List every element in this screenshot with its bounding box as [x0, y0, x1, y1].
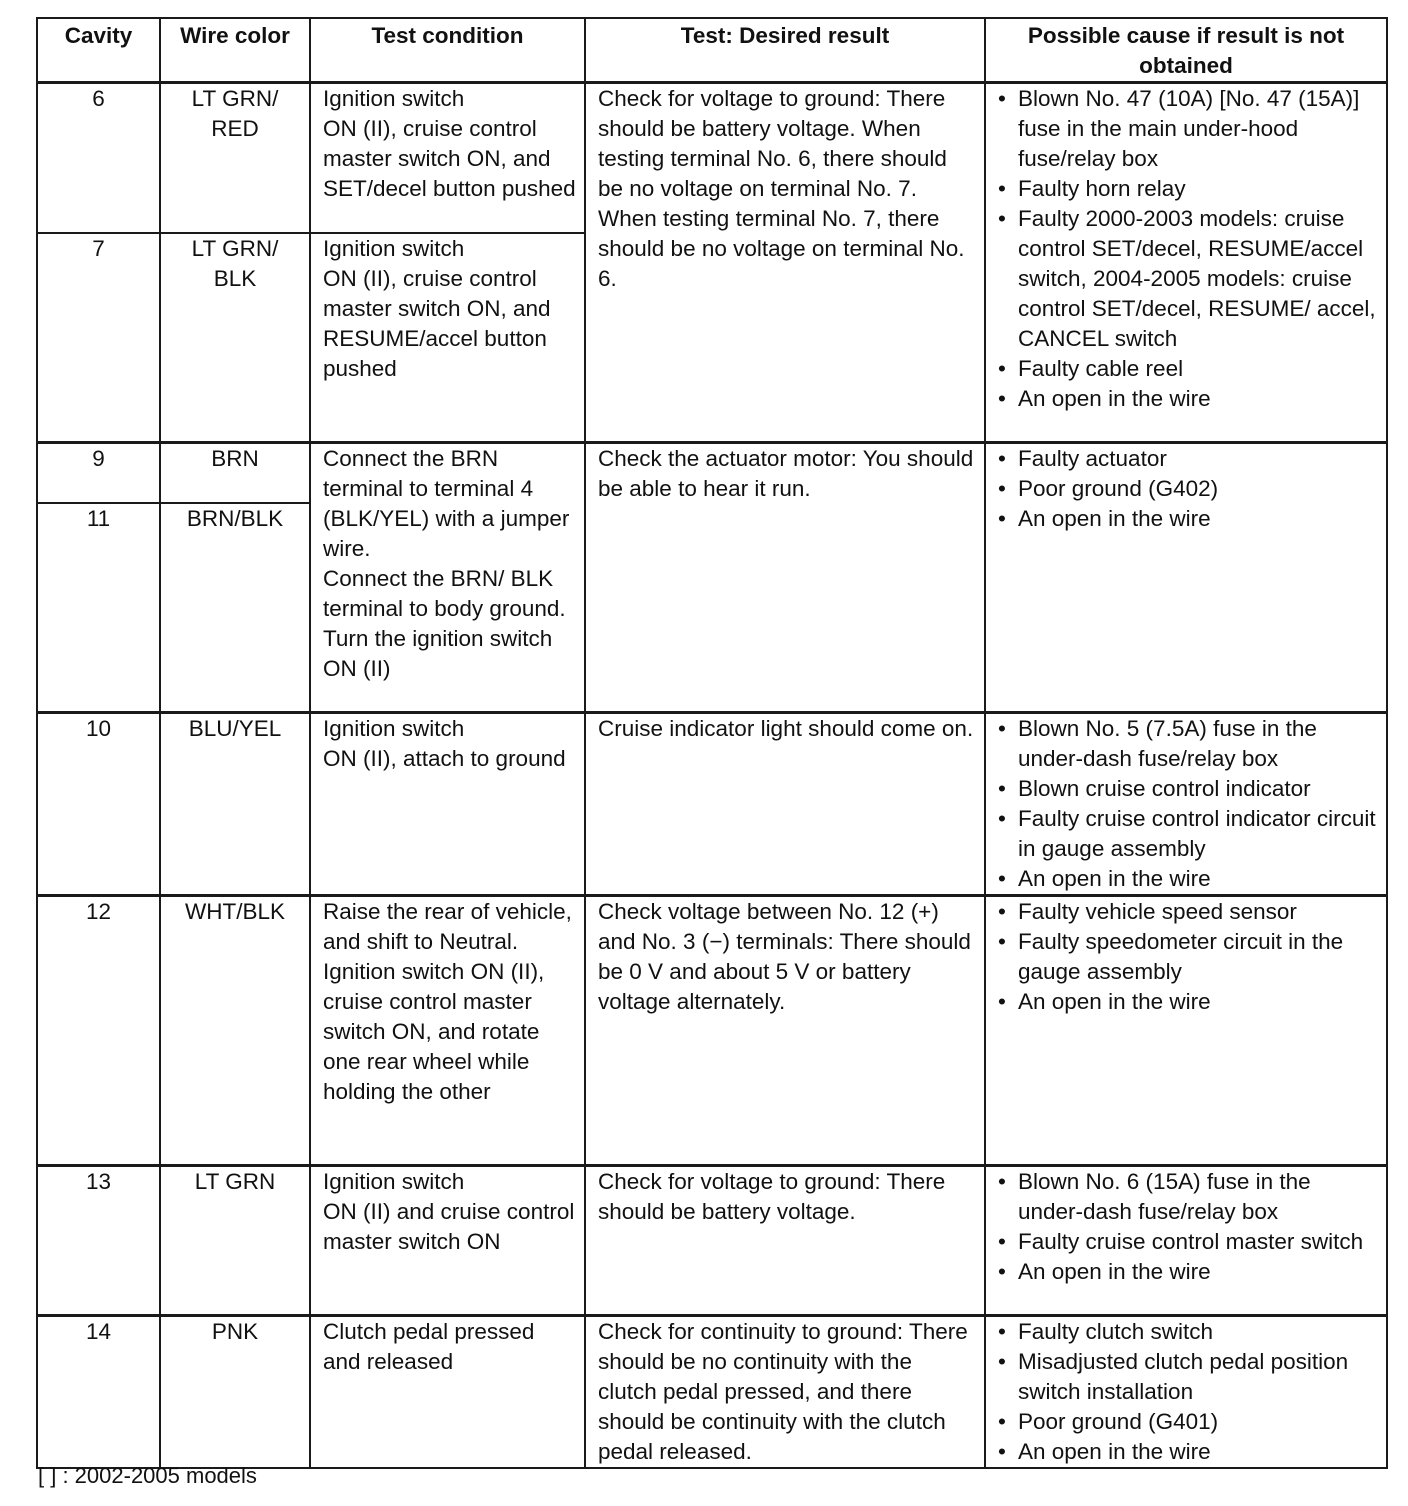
list-item: • An open in the wire — [994, 384, 1378, 414]
list-item: • An open in the wire — [994, 1257, 1378, 1287]
cell-possible-cause — [985, 713, 1387, 896]
table-row-cavity-6 — [37, 83, 1387, 233]
cause-list — [994, 1317, 1378, 1467]
cell-test-condition: Connect the BRN terminal to terminal 4 (BLK/YEL) with a jumper wire. Connect the BRN/ BLK terminal to body ground. Turn the ignition switch ON (II) — [310, 443, 585, 713]
cell-test-condition: Ignition switch ON (II), cruise control master switch ON, and SET/decel button pushed — [310, 83, 585, 233]
cell-wire-color: BRN/BLK — [160, 503, 310, 713]
table-row-cavity-12 — [37, 896, 1387, 1166]
cell-wire-color: BRN — [160, 443, 310, 503]
header-possible-cause: Possible cause if result is not obtained — [985, 18, 1387, 83]
table-row-cavity-14 — [37, 1316, 1387, 1469]
cell-test-condition: Ignition switch ON (II), attach to ground — [310, 713, 585, 896]
cell-desired-result: Cruise indicator light should come on. — [585, 713, 985, 896]
cell-wire-color: LT GRN — [160, 1166, 310, 1316]
cell-possible-cause — [985, 1166, 1387, 1316]
header-desired-result: Test: Desired result — [585, 18, 985, 83]
cell-possible-cause — [985, 443, 1387, 713]
list-item: • An open in the wire — [994, 504, 1378, 534]
troubleshooting-table — [36, 17, 1388, 1469]
list-item: • An open in the wire — [994, 864, 1378, 894]
cause-list — [994, 897, 1378, 1017]
list-item: • Poor ground (G401) — [994, 1407, 1378, 1437]
cell-cavity: 13 — [37, 1166, 160, 1316]
cell-cavity: 11 — [37, 503, 160, 713]
list-item: • Faulty cruise control master switch — [994, 1227, 1378, 1257]
list-item: • An open in the wire — [994, 987, 1378, 1017]
list-item: • Faulty speedometer circuit in the gauge assembly — [994, 927, 1378, 987]
cell-wire-color: PNK — [160, 1316, 310, 1469]
cell-wire-color: BLU/YEL — [160, 713, 310, 896]
cell-cavity: 14 — [37, 1316, 160, 1469]
cause-list — [994, 444, 1378, 534]
list-item: • Faulty cruise control indicator circuit in gauge assembly — [994, 804, 1378, 864]
cell-desired-result: Check for voltage to ground: There should be battery voltage. — [585, 1166, 985, 1316]
table-header-row — [37, 18, 1387, 83]
cell-cavity: 6 — [37, 83, 160, 233]
list-item: • Poor ground (G402) — [994, 474, 1378, 504]
list-item: • Blown No. 5 (7.5A) fuse in the under-dash fuse/relay box — [994, 714, 1378, 774]
cell-test-condition: Raise the rear of vehicle, and shift to Neutral. Ignition switch ON (II), cruise control master switch ON, and rotate one rear wheel while holding the other — [310, 896, 585, 1166]
table-row-cavity-9 — [37, 443, 1387, 503]
header-cavity: Cavity — [37, 18, 160, 83]
cell-test-condition: Ignition switch ON (II) and cruise control master switch ON — [310, 1166, 585, 1316]
cell-wire-color: LT GRN/ BLK — [160, 233, 310, 443]
cell-desired-result: Check for continuity to ground: There should be no continuity with the clutch pedal pressed, and there should be continuity with the clutch pedal released. — [585, 1316, 985, 1469]
cell-test-condition: Ignition switch ON (II), cruise control master switch ON, and RESUME/accel button pushed — [310, 233, 585, 443]
list-item: • Faulty cable reel — [994, 354, 1378, 384]
cell-wire-color: WHT/BLK — [160, 896, 310, 1166]
cell-wire-color: LT GRN/ RED — [160, 83, 310, 233]
cell-possible-cause — [985, 83, 1387, 443]
cell-cavity: 10 — [37, 713, 160, 896]
list-item: • Misadjusted clutch pedal position switch installation — [994, 1347, 1378, 1407]
cell-possible-cause — [985, 1316, 1387, 1469]
header-test-condition: Test condition — [310, 18, 585, 83]
list-item: • An open in the wire — [994, 1437, 1378, 1467]
cause-list — [994, 84, 1378, 414]
list-item: • Blown No. 47 (10A) [No. 47 (15A)] fuse in the main under-hood fuse/relay box — [994, 84, 1378, 174]
cell-cavity: 7 — [37, 233, 160, 443]
list-item: • Faulty vehicle speed sensor — [994, 897, 1378, 927]
cell-cavity: 12 — [37, 896, 160, 1166]
list-item: • Faulty actuator — [994, 444, 1378, 474]
cell-test-condition: Clutch pedal pressed and released — [310, 1316, 585, 1469]
cell-desired-result: Check the actuator motor: You should be able to hear it run. — [585, 443, 985, 713]
header-wire-color: Wire color — [160, 18, 310, 83]
list-item: • Faulty clutch switch — [994, 1317, 1378, 1347]
cell-desired-result: Check for voltage to ground: There should be battery voltage. When testing terminal No. 6, there should be no voltage on terminal No. 7. When testing terminal No. 7, there should be no voltage on terminal No. 6. — [585, 83, 985, 443]
table-row-cavity-10 — [37, 713, 1387, 896]
footnote: [ ] : 2002-2005 models — [38, 1463, 257, 1488]
cause-list — [994, 1167, 1378, 1287]
list-item: • Blown No. 6 (15A) fuse in the under-dash fuse/relay box — [994, 1167, 1378, 1227]
cell-desired-result: Check voltage between No. 12 (+) and No. 3 (−) terminals: There should be 0 V and about 5 V or battery voltage alternately. — [585, 896, 985, 1166]
list-item: • Blown cruise control indicator — [994, 774, 1378, 804]
list-item: • Faulty 2000-2003 models: cruise control SET/decel, RESUME/accel switch, 2004-2005 models: cruise control SET/decel, RESUME/ accel, CANCEL switch — [994, 204, 1378, 354]
cell-cavity: 9 — [37, 443, 160, 503]
cause-list — [994, 714, 1378, 894]
cell-possible-cause — [985, 896, 1387, 1166]
list-item: • Faulty horn relay — [994, 174, 1378, 204]
table-row-cavity-13 — [37, 1166, 1387, 1316]
